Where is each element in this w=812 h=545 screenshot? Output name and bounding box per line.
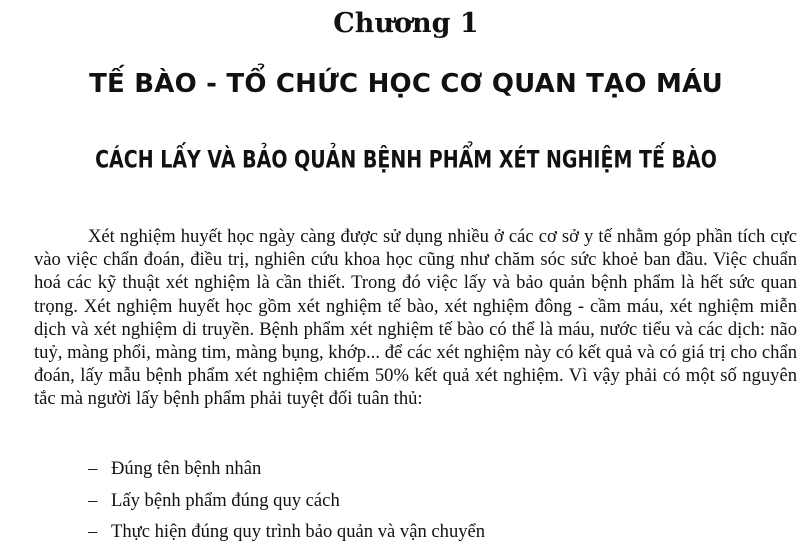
list-item-text: Thực hiện đúng quy trình bảo quản và vận chuyển bbox=[111, 521, 486, 542]
section-title: CÁCH LẤY VÀ BẢO QUẢN BỆNH PHẨM XÉT NGHIỆM TẾ BÀO bbox=[95, 145, 717, 175]
requirements-list bbox=[88, 453, 485, 545]
bullet-dash: – bbox=[88, 489, 98, 511]
bullet-dash: – bbox=[88, 458, 98, 479]
body-paragraph: Xét nghiệm huyết học ngày càng được sử dụng nhiều ở các cơ sở y tế nhằm góp phần tích cực vào việc chẩn đoán, điều trị, nghiên cứu khoa học cũng như chăm sóc sức khoẻ ban đầu. Việc chuẩn hoá các kỹ thuật xét nghiệm là cần thiết. Trong đó việc lấy và bảo quản bệnh phẩm là hết sức quan trọng. Xét nghiệm huyết học gồm xét nghiệm tế bào, xét nghiệm đông - cầm máu, xét nghiệm miễn dịch và xét nghiệm di truyền. Bệnh phẩm xét nghiệm tế bào có thể là máu, nước tiểu và các dịch: não tuỷ, màng phổi, màng tim, màng bụng, khớp... để các xét nghiệm này có kết quả và có giá trị cho chẩn đoán, lấy mẫu bệnh phẩm xét nghiệm chiếm 50% kết quả xét nghiệm. Vì vậy phải có một số nguyên tắc mà người lấy bệnh phẩm phải tuyệt đối tuân thủ: bbox=[34, 226, 797, 410]
list-item bbox=[88, 485, 485, 517]
chapter-heading: Chương 1 bbox=[333, 8, 479, 39]
bullet-dash: – bbox=[88, 521, 98, 542]
list-item-text: Lấy bệnh phẩm đúng quy cách bbox=[111, 489, 340, 511]
list-item bbox=[88, 516, 485, 545]
part-title: TẾ BÀO - TỔ CHỨC HỌC CƠ QUAN TẠO MÁU bbox=[89, 69, 723, 99]
list-item-text: Đúng tên bệnh nhân bbox=[111, 458, 262, 479]
list-item bbox=[88, 453, 485, 485]
